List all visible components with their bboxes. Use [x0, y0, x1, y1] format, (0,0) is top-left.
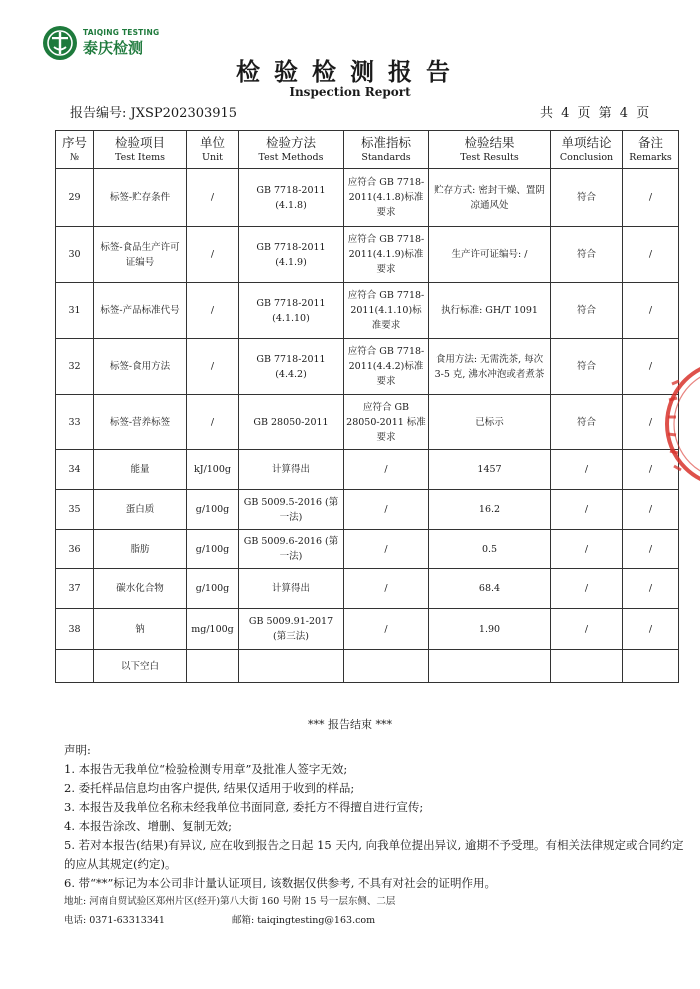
cell-remark: / — [623, 569, 679, 609]
declaration-item: 1. 本报告无我单位“检验检测专用章”及批准人签字无效; — [64, 762, 348, 776]
cell-item: 标签-贮存条件 — [94, 169, 187, 227]
company-phone: 电话: 0371-63313341 — [64, 915, 165, 926]
report-title: 检验检测报告 — [236, 58, 464, 86]
cell-item: 标签-食用方法 — [94, 339, 187, 395]
cell-method: GB 7718-2011 (4.4.2) — [239, 339, 344, 395]
cell-conclusion: / — [551, 490, 623, 530]
cell-remark: / — [623, 169, 679, 227]
cell-conclusion: / — [551, 530, 623, 569]
cell-unit: / — [187, 339, 239, 395]
cell-standard: 应符合 GB 7718-2011(4.4.2)标准要求 — [344, 339, 429, 395]
cell-unit: g/100g — [187, 530, 239, 569]
cell-method: 计算得出 — [239, 450, 344, 490]
cell-no: 32 — [56, 339, 94, 395]
company-address: 地址: 河南自贸试验区郑州片区(经开)第八大街 160 号附 15 号一层东侧、二层 — [64, 896, 396, 907]
cell-no: 36 — [56, 530, 94, 569]
table-header-row — [56, 131, 679, 169]
cell-conclusion: / — [551, 609, 623, 650]
declaration-item: 5. 若对本报告(结果)有异议, 应在收到报告之日起 15 天内, 向我单位提出异议, 逾期不予受理。有相关法律规定或合同约定的应从其规定(约定)。 — [64, 838, 684, 871]
cell-remark: / — [623, 530, 679, 569]
cell-item: 钠 — [94, 609, 187, 650]
cell-item: 标签-营养标签 — [94, 395, 187, 450]
header-conclusion: 单项结论 Conclusion — [551, 131, 623, 169]
table-row — [56, 530, 679, 569]
cell-remark: / — [623, 339, 679, 395]
declaration-item: 2. 委托样品信息均由客户提供, 结果仅适用于收到的样品; — [64, 781, 355, 795]
header-no: 序号 № — [56, 131, 94, 169]
cell-method: GB 5009.91-2017 (第三法) — [239, 609, 344, 650]
cell-no: 31 — [56, 283, 94, 339]
cell-standard: 应符合 GB 7718-2011(4.1.10)标准要求 — [344, 283, 429, 339]
cell-item: 蛋白质 — [94, 490, 187, 530]
cell-result: 1.90 — [429, 609, 551, 650]
cell-conclusion: 符合 — [551, 169, 623, 227]
cell-unit: / — [187, 283, 239, 339]
cell-unit: kJ/100g — [187, 450, 239, 490]
cell-unit: g/100g — [187, 569, 239, 609]
cell-unit: / — [187, 227, 239, 283]
cell-no: 30 — [56, 227, 94, 283]
header-test-results: 检验结果 Test Results — [429, 131, 551, 169]
report-number: 报告编号: JXSP202303915 — [70, 106, 238, 121]
cell-item: 脂肪 — [94, 530, 187, 569]
blank-row — [56, 650, 679, 683]
table-row — [56, 169, 679, 227]
cell-conclusion: 符合 — [551, 227, 623, 283]
cell-conclusion: 符合 — [551, 395, 623, 450]
cell-method: GB 7718-2011 (4.1.8) — [239, 169, 344, 227]
cell-empty — [56, 650, 94, 683]
table-row — [56, 339, 679, 395]
declaration-item: 6. 带“**”标记为本公司非计量认证项目, 该数据仅供参考, 不具有对社会的证明作用。 — [64, 876, 497, 890]
cell-item: 标签-产品标准代号 — [94, 283, 187, 339]
header-test-methods: 检验方法 Test Methods — [239, 131, 344, 169]
cell-method: GB 28050-2011 — [239, 395, 344, 450]
cell-unit: g/100g — [187, 490, 239, 530]
logo-chinese-name: 泰庆检测 — [83, 39, 144, 57]
cell-no: 35 — [56, 490, 94, 530]
cell-result: 生产许可证编号: / — [429, 227, 551, 283]
cell-no: 38 — [56, 609, 94, 650]
cell-conclusion: / — [551, 569, 623, 609]
cell-result: 16.2 — [429, 490, 551, 530]
cell-conclusion: 符合 — [551, 339, 623, 395]
cell-conclusion: / — [551, 450, 623, 490]
cell-empty — [429, 650, 551, 683]
cell-unit: / — [187, 169, 239, 227]
cell-no: 29 — [56, 169, 94, 227]
header-unit: 单位 Unit — [187, 131, 239, 169]
header-test-items: 检验项目 Test Items — [94, 131, 187, 169]
cell-result: 贮存方式: 密封干燥、置阴凉通风处 — [429, 169, 551, 227]
cell-method: GB 7718-2011 (4.1.10) — [239, 283, 344, 339]
report-end-marker: *** 报告结束 *** — [308, 718, 392, 731]
cell-remark: / — [623, 395, 679, 450]
cell-method: GB 5009.6-2016 (第一法) — [239, 530, 344, 569]
cell-result: 0.5 — [429, 530, 551, 569]
header-standards: 标准指标 Standards — [344, 131, 429, 169]
company-email: 邮箱: taiqingtesting@163.com — [232, 915, 376, 926]
declaration-item: 4. 本报告涂改、增删、复制无效; — [64, 819, 233, 833]
cell-empty — [187, 650, 239, 683]
declaration-title: 声明: — [64, 743, 91, 757]
cell-method: GB 7718-2011 (4.1.9) — [239, 227, 344, 283]
table-row — [56, 450, 679, 490]
cell-method: 计算得出 — [239, 569, 344, 609]
cell-standard: 应符合 GB 7718-2011(4.1.9)标准要求 — [344, 227, 429, 283]
cell-no: 37 — [56, 569, 94, 609]
company-seal-stamp — [655, 362, 700, 487]
cell-remark: / — [623, 283, 679, 339]
cell-empty — [623, 650, 679, 683]
cell-method: GB 5009.5-2016 (第一法) — [239, 490, 344, 530]
report-title-english: Inspection Report — [289, 85, 411, 99]
cell-remark: / — [623, 227, 679, 283]
cell-conclusion: 符合 — [551, 283, 623, 339]
cell-empty — [551, 650, 623, 683]
cell-result: 执行标准: GH/T 1091 — [429, 283, 551, 339]
table-row — [56, 283, 679, 339]
cell-item: 能量 — [94, 450, 187, 490]
cell-standard: / — [344, 450, 429, 490]
cell-standard: / — [344, 569, 429, 609]
table-row — [56, 227, 679, 283]
table-row — [56, 609, 679, 650]
table-row — [56, 490, 679, 530]
table-row — [56, 395, 679, 450]
cell-remark: / — [623, 450, 679, 490]
cell-empty — [344, 650, 429, 683]
cell-item: 碳水化合物 — [94, 569, 187, 609]
cell-standard: / — [344, 530, 429, 569]
cell-empty — [239, 650, 344, 683]
cell-result: 1457 — [429, 450, 551, 490]
cell-standard: / — [344, 490, 429, 530]
table-row — [56, 569, 679, 609]
cell-no: 34 — [56, 450, 94, 490]
cell-result: 68.4 — [429, 569, 551, 609]
cell-standard: / — [344, 609, 429, 650]
page-indicator: 共 4 页 第 4 页 — [540, 106, 650, 121]
inspection-results-table — [55, 130, 679, 683]
blank-below-text: 以下空白 — [94, 650, 187, 683]
declaration-item: 3. 本报告及我单位名称未经我单位书面同意, 委托方不得擅自进行宣传; — [64, 800, 424, 814]
header-remarks: 备注 Remarks — [623, 131, 679, 169]
cell-no: 33 — [56, 395, 94, 450]
declaration-section — [64, 741, 684, 893]
cell-remark: / — [623, 490, 679, 530]
cell-result: 食用方法: 无需洗茶, 每次 3-5 克, 沸水冲泡或者煮茶 — [429, 339, 551, 395]
cell-remark: / — [623, 609, 679, 650]
cell-item: 标签-食品生产许可证编号 — [94, 227, 187, 283]
cell-result: 已标示 — [429, 395, 551, 450]
cell-standard: 应符合 GB 7718-2011(4.1.8)标准要求 — [344, 169, 429, 227]
logo-english-name: TAIQING TESTING — [83, 28, 160, 37]
cell-unit: mg/100g — [187, 609, 239, 650]
cell-unit: / — [187, 395, 239, 450]
cell-standard: 应符合 GB 28050-2011 标准要求 — [344, 395, 429, 450]
